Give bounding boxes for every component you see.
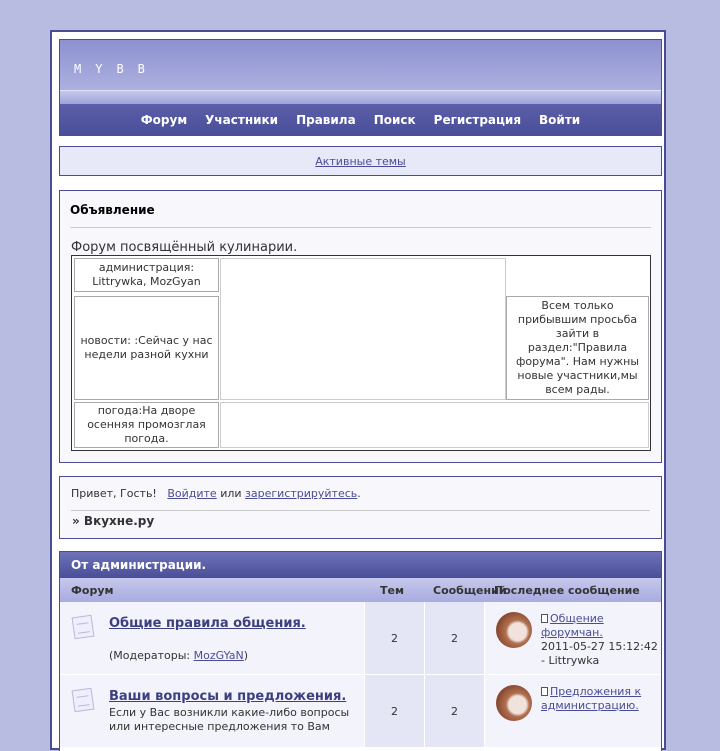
post-count: 2: [424, 675, 484, 747]
topic-count: 2: [364, 675, 424, 747]
divider: [70, 227, 651, 228]
forum-info: [60, 675, 364, 747]
period-text: .: [357, 487, 361, 500]
forum-moderators: (Модераторы: MozGYaN): [109, 649, 249, 662]
col-posts: Сообщений: [433, 584, 507, 597]
announcement-title: Объявление: [70, 203, 155, 217]
empty-cell: [220, 402, 649, 448]
moderator-link[interactable]: MozGYaN: [193, 649, 244, 662]
greeting-line: [71, 487, 361, 500]
greeting-text: Привет, Гость!: [71, 487, 157, 500]
active-topics-bar: [59, 146, 662, 176]
last-post-info: [541, 685, 661, 713]
nav-register[interactable]: Регистрация: [433, 113, 522, 127]
forum-info: [60, 602, 364, 674]
nav-login[interactable]: Войти: [539, 113, 581, 127]
announcement-block: [59, 190, 662, 463]
last-post-date: 2011-05-27 15:12:42 - Littrywka: [541, 640, 658, 667]
site-logo[interactable]: MYBB: [74, 62, 159, 76]
post-count: 2: [424, 602, 484, 674]
welcome-cell: Всем только прибывшим просьба зайти в раздел:"Правила форума". Нам нужны новые участники,мы всем рады.: [506, 296, 649, 400]
avatar[interactable]: [496, 685, 532, 721]
forum-icon: [72, 688, 95, 713]
forum-title[interactable]: Ваши вопросы и предложения.: [109, 689, 347, 704]
forum-icon: [72, 615, 95, 640]
logo-band: [60, 40, 661, 90]
header-separator: [60, 90, 661, 104]
last-post-info: [541, 612, 661, 668]
last-post-link[interactable]: Общение форумчан.: [541, 612, 604, 639]
main-nav: [60, 104, 661, 136]
nav-search[interactable]: Поиск: [373, 113, 416, 127]
breadcrumb[interactable]: » Вкухне.ру: [72, 514, 155, 528]
register-link[interactable]: зарегистрируйтесь: [245, 487, 358, 500]
admins-cell: администрация: Littrywka, MozGyan: [74, 258, 219, 292]
last-post-link[interactable]: Предложения к администрацию.: [541, 685, 642, 712]
nav-members[interactable]: Участники: [205, 113, 279, 127]
col-forum: Форум: [71, 584, 114, 597]
header: [59, 39, 662, 136]
announcement-table: [71, 255, 651, 451]
login-link[interactable]: Войдите: [167, 487, 217, 500]
or-text: или: [220, 487, 242, 500]
avatar[interactable]: [496, 612, 532, 648]
announcement-text: Форум посвящённый кулинарии.: [71, 240, 298, 255]
column-headers: [60, 578, 661, 602]
col-last-post: Последнее сообщение: [494, 584, 640, 597]
col-topics: Тем: [380, 584, 404, 597]
forum-category: [59, 551, 662, 751]
nav-rules[interactable]: Правила: [296, 113, 356, 127]
document-icon: [541, 614, 548, 623]
weather-cell: погода:На дворе осенняя промозглая погода.: [74, 402, 219, 448]
last-post: [484, 602, 662, 674]
topic-count: 2: [364, 602, 424, 674]
nav-forum[interactable]: Форум: [140, 113, 188, 127]
document-icon: [541, 687, 548, 696]
divider: [71, 510, 650, 511]
forum-row: [60, 675, 661, 748]
forum-title[interactable]: Общие правила общения.: [109, 616, 306, 631]
forum-description: Если у Вас возникли какие-либо вопросы или интересные предложения то Вам: [109, 706, 350, 733]
news-cell: новости: :Сейчас у нас недели разной кухни: [74, 296, 219, 400]
category-title[interactable]: От администрации.: [60, 552, 661, 578]
page-container: [50, 30, 666, 750]
welcome-block: [59, 476, 662, 539]
active-topics-link[interactable]: Активные темы: [315, 154, 406, 168]
last-post: [484, 675, 662, 747]
empty-cell: [220, 258, 506, 400]
forum-row: [60, 602, 661, 675]
